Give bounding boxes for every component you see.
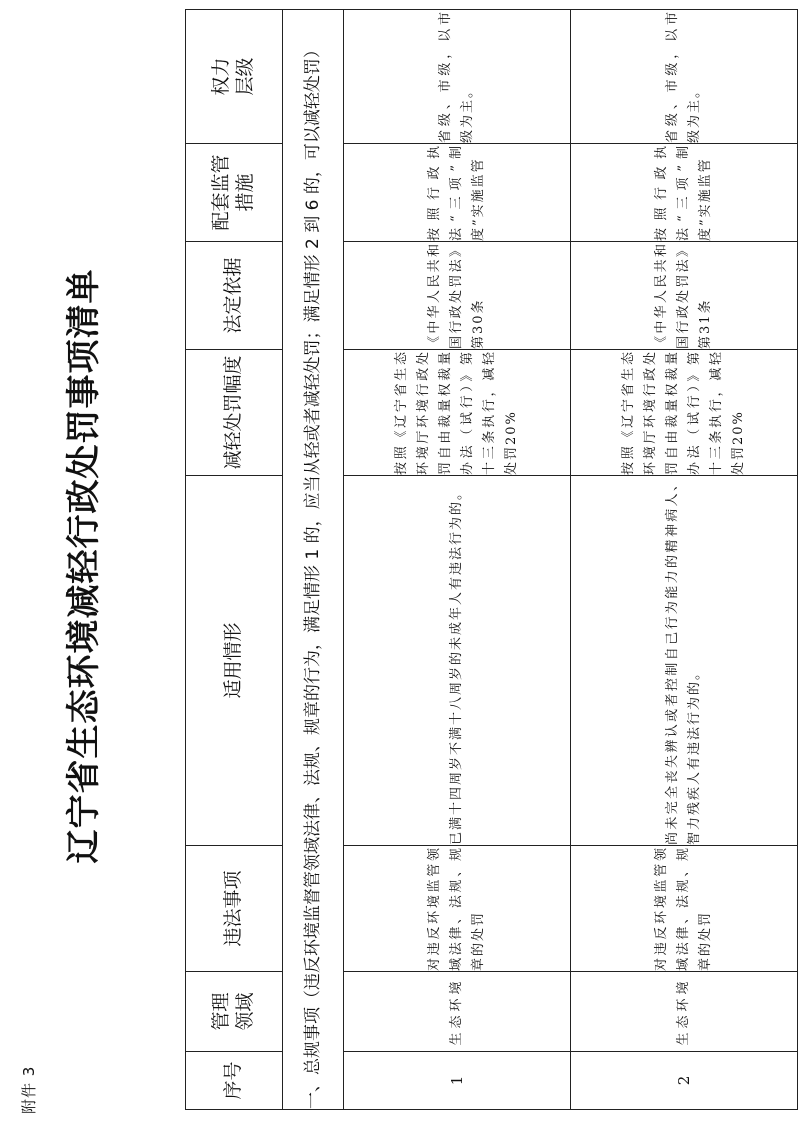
- row-range: 按照《辽宁省生态环境厅环境行政处罚自由裁量权裁量办法（试行）》第十三条执行，减轻处罚20%: [344, 350, 571, 476]
- row-level: 省级、市级，以市级为主。: [344, 10, 571, 144]
- row-situation: 尚未完全丧失辨认或者控制自己行为能力的精神病人、智力残疾人有违法行为的。: [571, 476, 798, 846]
- row-situation: 已满十四周岁不满十八周岁的未成年人有违法行为的。: [344, 476, 571, 846]
- header-item: 违法事项: [186, 846, 283, 972]
- section-text: 一、总规事项（违反环境监督管领域法律、法规、规章的行为，满足情形 1 的，应当从轻或者减轻处罚；满足情形 2 到 6 的，可以减轻处罚）: [283, 10, 344, 1110]
- header-domain: 管理领域: [186, 972, 283, 1052]
- row-item: 对违反环境监管领域法律、法规、规章的处罚: [344, 846, 571, 972]
- row-basis: 《中华人民共和国行政处罚法》第31条: [571, 242, 798, 350]
- header-range: 减轻处罚幅度: [186, 350, 283, 476]
- row-basis: 《中华人民共和国行政处罚法》第30条: [344, 242, 571, 350]
- header-measures: 配套监管措施: [186, 144, 283, 242]
- attachment-label: 附件 3: [20, 1065, 38, 1114]
- table-header-row: [186, 10, 283, 1110]
- header-seq: 序号: [186, 1052, 283, 1110]
- penalty-table: [185, 9, 798, 1110]
- row-measures: 按照行政执法“三项”制度”实施监管: [571, 144, 798, 242]
- row-seq: 1: [344, 1052, 571, 1110]
- row-seq: 2: [571, 1052, 798, 1110]
- row-range: 按照《辽宁省生态环境厅环境行政处罚自由裁量权裁量办法（试行）》第十三条执行，减轻处罚20%: [571, 350, 798, 476]
- row-domain: 生态环境: [344, 972, 571, 1052]
- row-item: 对违反环境监管领域法律、法规、规章的处罚: [571, 846, 798, 972]
- table-row: [344, 10, 571, 1110]
- section-row: [283, 10, 344, 1110]
- header-level: 权力层级: [186, 10, 283, 144]
- header-situation: 适用情形: [186, 476, 283, 846]
- table-row: [571, 10, 798, 1110]
- row-measures: 按照行政执法“三项”制度”实施监管: [344, 144, 571, 242]
- page-title: 辽宁省生态环境减轻行政处罚事项清单: [64, 268, 104, 864]
- row-domain: 生态环境: [571, 972, 798, 1052]
- row-level: 省级、市级，以市级为主。: [571, 10, 798, 144]
- header-basis: 法定依据: [186, 242, 283, 350]
